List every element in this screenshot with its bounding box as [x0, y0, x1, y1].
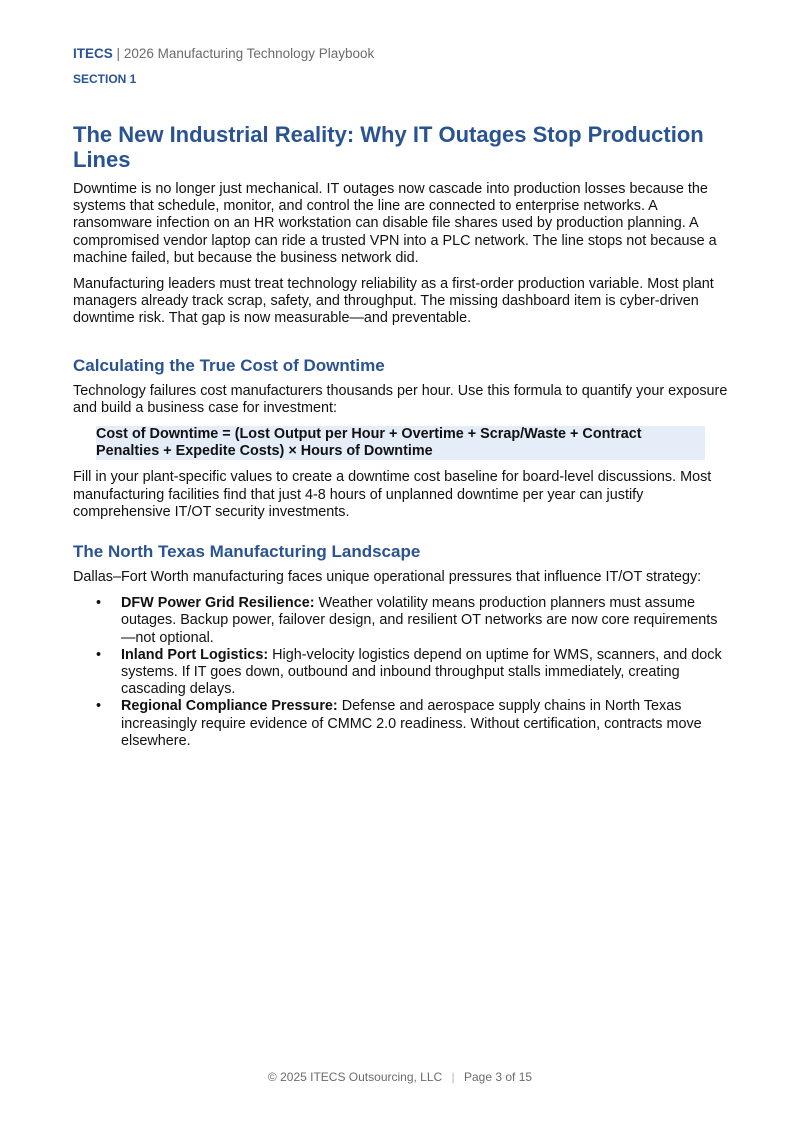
- page-title: The New Industrial Reality: Why IT Outages Stop Production Lines: [73, 122, 704, 172]
- page-footer: [0, 1070, 800, 1084]
- intro-paragraph-2: Manufacturing leaders must treat technology reliability as a first-order production variable. Most plant managers already track scrap, safety, and throughput. The missing dashboard item is cyber-driven downtime risk. That gap is now measurable—and preventable.: [73, 276, 714, 327]
- list-item: [73, 698, 728, 750]
- header-title: 2026 Manufacturing Technology Playbook: [123, 46, 375, 61]
- page-number: Page 3 of 15: [464, 1070, 533, 1084]
- page-content: [73, 46, 728, 750]
- downtime-intro: Technology failures cost manufacturers thousands per hour. Use this formula to quantify your exposure and build a business case for investment:: [73, 382, 728, 416]
- list-item-text: Defense and aerospace supply chains in North Texas increasingly require evidence of CMMC 2.0 readiness. Without certification, contracts move elsewhere.: [121, 698, 702, 749]
- downtime-heading: Calculating the True Cost of Downtime: [73, 355, 385, 375]
- landscape-list: [73, 595, 728, 750]
- header-separator: |: [116, 46, 121, 61]
- header-brand: ITECS: [73, 46, 113, 61]
- list-item-text: High-velocity logistics depend on uptime for WMS, scanners, and dock systems. If IT goes down, outbound and inbound throughput stalls immediately, creating cascading delays.: [121, 646, 722, 698]
- footer-copyright: © 2025 ITECS Outsourcing, LLC: [267, 1070, 443, 1084]
- downtime-followup: Fill in your plant-specific values to create a downtime cost baseline for board-level discussions. Most manufacturing facilities find that just 4-8 hours of unplanned downtime per year can justify comprehensive IT/OT security investments.: [73, 469, 712, 520]
- downtime-formula: Cost of Downtime = (Lost Output per Hour + Overtime + Scrap/Waste + Contract Penalties + Expedite Costs) × Hours of Downtime: [96, 426, 705, 460]
- bullet: •: [96, 646, 102, 663]
- list-item: [73, 595, 728, 647]
- running-header: [73, 46, 728, 64]
- landscape-heading: The North Texas Manufacturing Landscape: [73, 542, 421, 562]
- intro-paragraph-1: Downtime is no longer just mechanical. IT outages now cascade into production losses because the systems that schedule, monitor, and control the line are connected to enterprise networks. A ransomware infection on an HR workstation can disable file shares used by production planning. A compromised vendor laptop can ride a trusted VPN into a PLC network. The line stops not because a machine failed, but because the business network did.: [73, 181, 717, 266]
- bullet: •: [96, 595, 102, 612]
- list-item-label: Inland Port Logistics:: [121, 646, 269, 663]
- list-item-label: DFW Power Grid Resilience:: [121, 595, 315, 612]
- list-item-text: Weather volatility means production planners must assume outages. Backup power, failover design, and resilient OT networks are now core requirements—not optional.: [121, 595, 718, 646]
- list-item: [73, 647, 728, 699]
- landscape-intro: Dallas–Fort Worth manufacturing faces unique operational pressures that influence IT/OT strategy:: [73, 569, 702, 586]
- bullet: •: [96, 698, 102, 715]
- section-label: SECTION 1: [73, 72, 137, 86]
- list-item-label: Regional Compliance Pressure:: [121, 698, 338, 715]
- footer-separator: |: [451, 1070, 455, 1084]
